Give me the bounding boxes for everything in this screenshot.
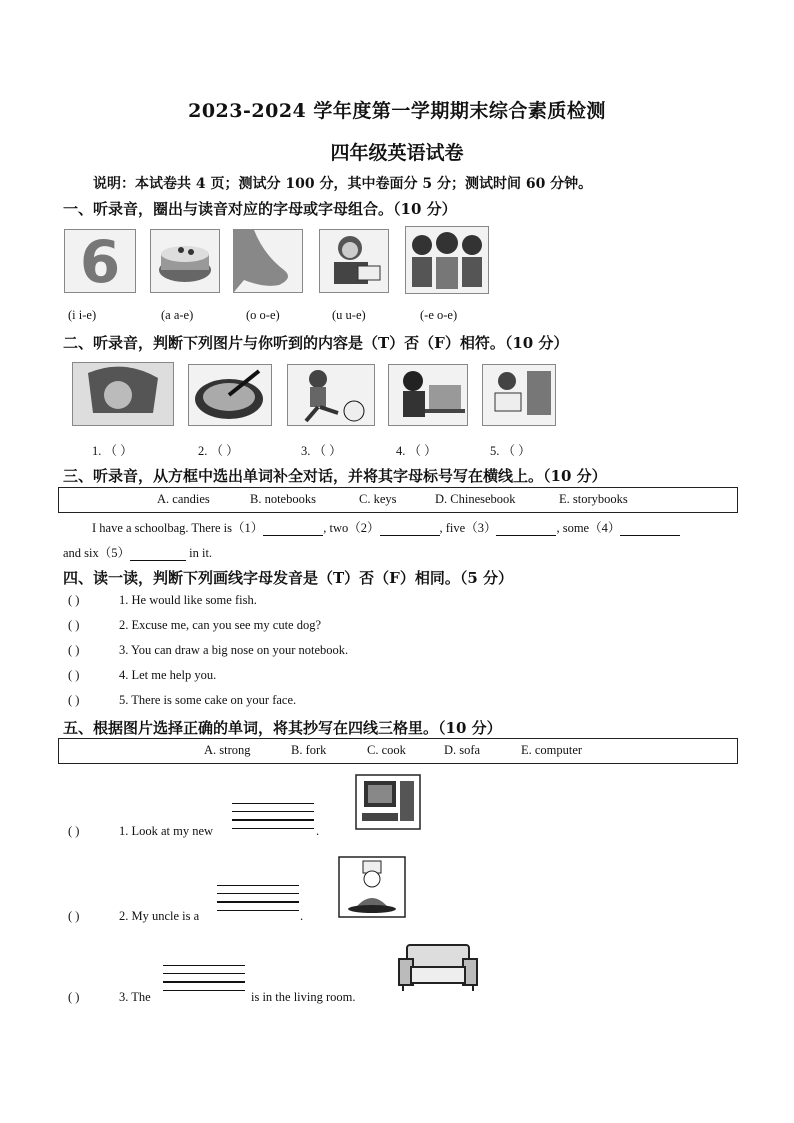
section2-heading: 二、听录音，判断下列图片与你听到的内容是（T）否（F）相符。（10 分） [63,334,569,352]
s4-answer-3[interactable]: ( ) [68,643,80,657]
s3-choice-a: A. candies [157,492,210,506]
s5-q3-writing-lines[interactable] [163,965,245,998]
s2-item-2[interactable]: 2. （ ） [198,444,239,458]
picture-nose [233,229,303,293]
s4-item-5: 5. There is some cake on your face. [119,693,297,707]
section4-heading: 四、读一读，判断下列画线字母发音是（T）否（F）相同。（5 分） [63,569,513,587]
s3-choice-b: B. notebooks [250,492,316,506]
s3-text-2: , two（2） [323,521,380,535]
s1-option-3: (o o-e) [246,308,280,322]
picture-cake [150,229,220,293]
s3-word-box [58,487,738,513]
picture-boy-football [287,364,375,426]
s3-blank-4[interactable] [620,535,680,536]
exam-note: 说明：本试卷共 4 页；测试分 100 分，其中卷面分 5 分；测试时间 60 分钟。 [93,176,593,192]
s5-answer-2[interactable]: ( ) [68,909,80,923]
picture-cook [337,855,407,919]
s5-choice-b: B. fork [291,743,327,757]
s5-choice-e: E. computer [521,743,583,757]
s3-text-6: in it. [189,546,213,560]
s5-q1-writing-lines[interactable] [232,803,314,836]
s3-blank-1[interactable] [263,535,323,536]
s3-blank-5[interactable] [130,560,186,561]
picture-computer [354,773,422,831]
picture-girl-reading [482,364,556,426]
s3-passage-line1 [92,518,680,536]
s1-option-4: (u u-e) [332,308,366,322]
s4-item-2: 2. Excuse me, can you see my cute dog? [119,618,322,632]
s4-answer-1[interactable]: ( ) [68,593,80,607]
s4-item-1: 1. He would like some fish. [119,593,257,607]
s3-text-1: I have a schoolbag. There is（1） [92,521,264,535]
s2-item-4[interactable]: 4. （ ） [396,444,437,458]
s5-q1-text: 1. Look at my new [119,824,214,838]
s3-text-5: and six（5） [63,546,131,560]
s3-blank-3[interactable] [496,535,556,536]
picture-girl-eating [72,362,174,426]
picture-boy-at-desk [388,364,468,426]
s1-option-1: (i i-e) [68,308,97,322]
section3-heading: 三、听录音，从方框中选出单词补全对话，并将其字母标号写在横线上。（10 分） [63,467,607,485]
picture-number-six [64,229,136,293]
picture-three-kids [405,226,489,294]
s5-q2-text: 2. My uncle is a [119,909,200,923]
s3-choice-c: C. keys [359,492,397,506]
s1-option-5: (-e o-e) [420,308,458,322]
picture-soup-bowl [188,364,272,426]
s3-text-4: , some（4） [556,521,621,535]
picture-girl-with-letter [319,229,389,293]
s3-text-3: , five（3） [439,521,497,535]
section5-heading: 五、根据图片选择正确的单词，将其抄写在四线三格里。（10 分） [63,719,502,737]
picture-sofa [397,941,479,993]
s5-q3-text-end: is in the living room. [251,990,356,1004]
s5-q3-text-start: 3. The [119,990,151,1004]
s5-q2-writing-lines[interactable] [217,885,299,918]
s5-choice-a: A. strong [204,743,251,757]
s5-choice-d: D. sofa [444,743,481,757]
s5-q2-period: . [300,909,304,923]
s5-answer-3[interactable]: ( ) [68,990,80,1004]
s2-item-5[interactable]: 5. （ ） [490,444,531,458]
section1-heading: 一、听录音，圈出与读音对应的字母或字母组合。（10 分） [63,200,457,218]
s3-blank-2[interactable] [380,535,440,536]
s4-answer-5[interactable]: ( ) [68,693,80,707]
s5-q1-period: . [316,824,320,838]
svg-text:6: 6 [79,230,121,292]
s4-item-3: 3. You can draw a big nose on your notebook. [119,643,349,657]
s4-answer-4[interactable]: ( ) [68,668,80,682]
s5-choice-c: C. cook [367,743,406,757]
s4-item-4: 4. Let me help you. [119,668,217,682]
s4-answer-2[interactable]: ( ) [68,618,80,632]
s2-item-1[interactable]: 1. （ ） [92,444,133,458]
s5-word-box [58,738,738,764]
exam-title: 2023-2024 学年度第一学期期末综合素质检测 [188,100,606,122]
s3-choice-e: E. storybooks [559,492,628,506]
s2-item-3[interactable]: 3. （ ） [301,444,342,458]
exam-subtitle: 四年级英语试卷 [330,142,464,164]
s3-passage-line2 [63,543,212,561]
s3-choice-d: D. Chinesebook [435,492,516,506]
s5-answer-1[interactable]: ( ) [68,824,80,838]
s1-option-2: (a a-e) [161,308,194,322]
